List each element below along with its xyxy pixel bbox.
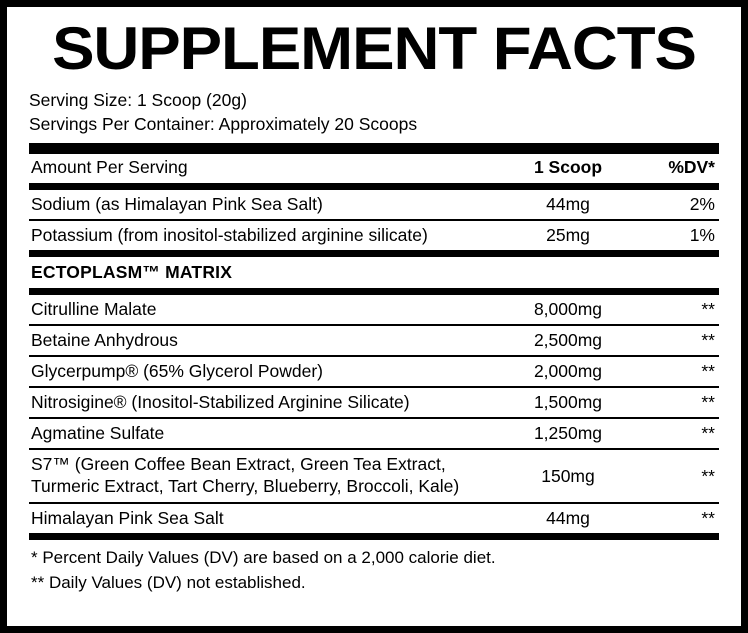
ingredient-name: Himalayan Pink Sea Salt <box>29 503 493 533</box>
ingredient-amount: 44mg <box>493 503 643 533</box>
divider-thick-top <box>29 143 719 154</box>
matrix-heading: ECTOPLASM™ MATRIX <box>31 262 233 283</box>
nutrient-name: Sodium (as Himalayan Pink Sea Salt) <box>31 194 323 215</box>
ingredient-name-line-1: S7™ (Green Coffee Bean Extract, Green Tea Extract, <box>31 454 446 475</box>
header-amount-label: Amount Per Serving <box>31 157 188 178</box>
header-dv-column: %DV* <box>668 157 715 178</box>
ingredient-amount: 1,500mg <box>493 387 643 418</box>
ingredient-amount: 2,500mg <box>493 325 643 356</box>
divider-under-header <box>29 183 719 190</box>
ingredient-name: Agmatine Sulfate <box>29 418 493 449</box>
divider-below-matrix-heading <box>29 288 719 295</box>
ingredient-name-line-2: Turmeric Extract, Tart Cherry, Blueberry, Broccoli, Kale) <box>31 476 460 497</box>
table-row <box>29 449 719 503</box>
ingredient-dv: ** <box>643 418 719 449</box>
ingredient-dv: ** <box>643 387 719 418</box>
nutrient-amount: 25mg <box>493 220 643 250</box>
facts-table <box>29 154 719 183</box>
ingredient-amount: 1,250mg <box>493 418 643 449</box>
table-row <box>29 387 719 418</box>
table-row <box>29 418 719 449</box>
ingredient-name <box>29 449 493 503</box>
ingredient-amount: 150mg <box>493 449 643 503</box>
nutrient-dv: 2% <box>689 194 715 215</box>
panel-inner <box>7 15 741 595</box>
ingredient-name: Nitrosigine® (Inositol-Stabilized Arginine Silicate) <box>29 387 493 418</box>
footnote-dv-basis: * Percent Daily Values (DV) are based on a 2,000 calorie diet. <box>31 548 496 567</box>
serving-size: Serving Size: 1 Scoop (20g) <box>29 90 247 110</box>
divider-above-matrix <box>29 250 719 257</box>
ingredient-dv: ** <box>643 356 719 387</box>
ingredient-name: Citrulline Malate <box>31 299 157 320</box>
matrix-table <box>29 295 719 533</box>
ingredient-dv: ** <box>643 325 719 356</box>
nutrient-name: Potassium (from inositol-stabilized arginine silicate) <box>29 220 493 250</box>
table-row <box>29 503 719 533</box>
table-row <box>29 220 719 250</box>
servings-per-container: Servings Per Container: Approximately 20 Scoops <box>29 113 418 134</box>
table-row <box>29 356 719 387</box>
nutrient-amount: 44mg <box>546 194 590 215</box>
footnote-dv-not-established: ** Daily Values (DV) not established. <box>31 572 306 592</box>
table-header-row <box>29 154 719 183</box>
table-row <box>29 190 719 220</box>
table-row <box>29 295 719 325</box>
base-nutrients-table <box>29 190 719 250</box>
table-row <box>29 325 719 356</box>
page-title: SUPPLEMENT FACTS <box>52 15 696 82</box>
ingredient-name: Betaine Anhydrous <box>29 325 493 356</box>
ingredient-amount: 2,000mg <box>493 356 643 387</box>
ingredient-name: Glycerpump® (65% Glycerol Powder) <box>29 356 493 387</box>
serving-info <box>29 89 719 136</box>
ingredient-dv: ** <box>701 299 715 320</box>
nutrient-dv: 1% <box>643 220 719 250</box>
ingredient-dv: ** <box>643 503 719 533</box>
header-amount-column: 1 Scoop <box>533 157 603 178</box>
ingredient-dv: ** <box>643 449 719 503</box>
ingredient-amount: 8,000mg <box>533 299 603 320</box>
divider-above-footnotes <box>29 533 719 540</box>
footnotes <box>29 540 719 595</box>
